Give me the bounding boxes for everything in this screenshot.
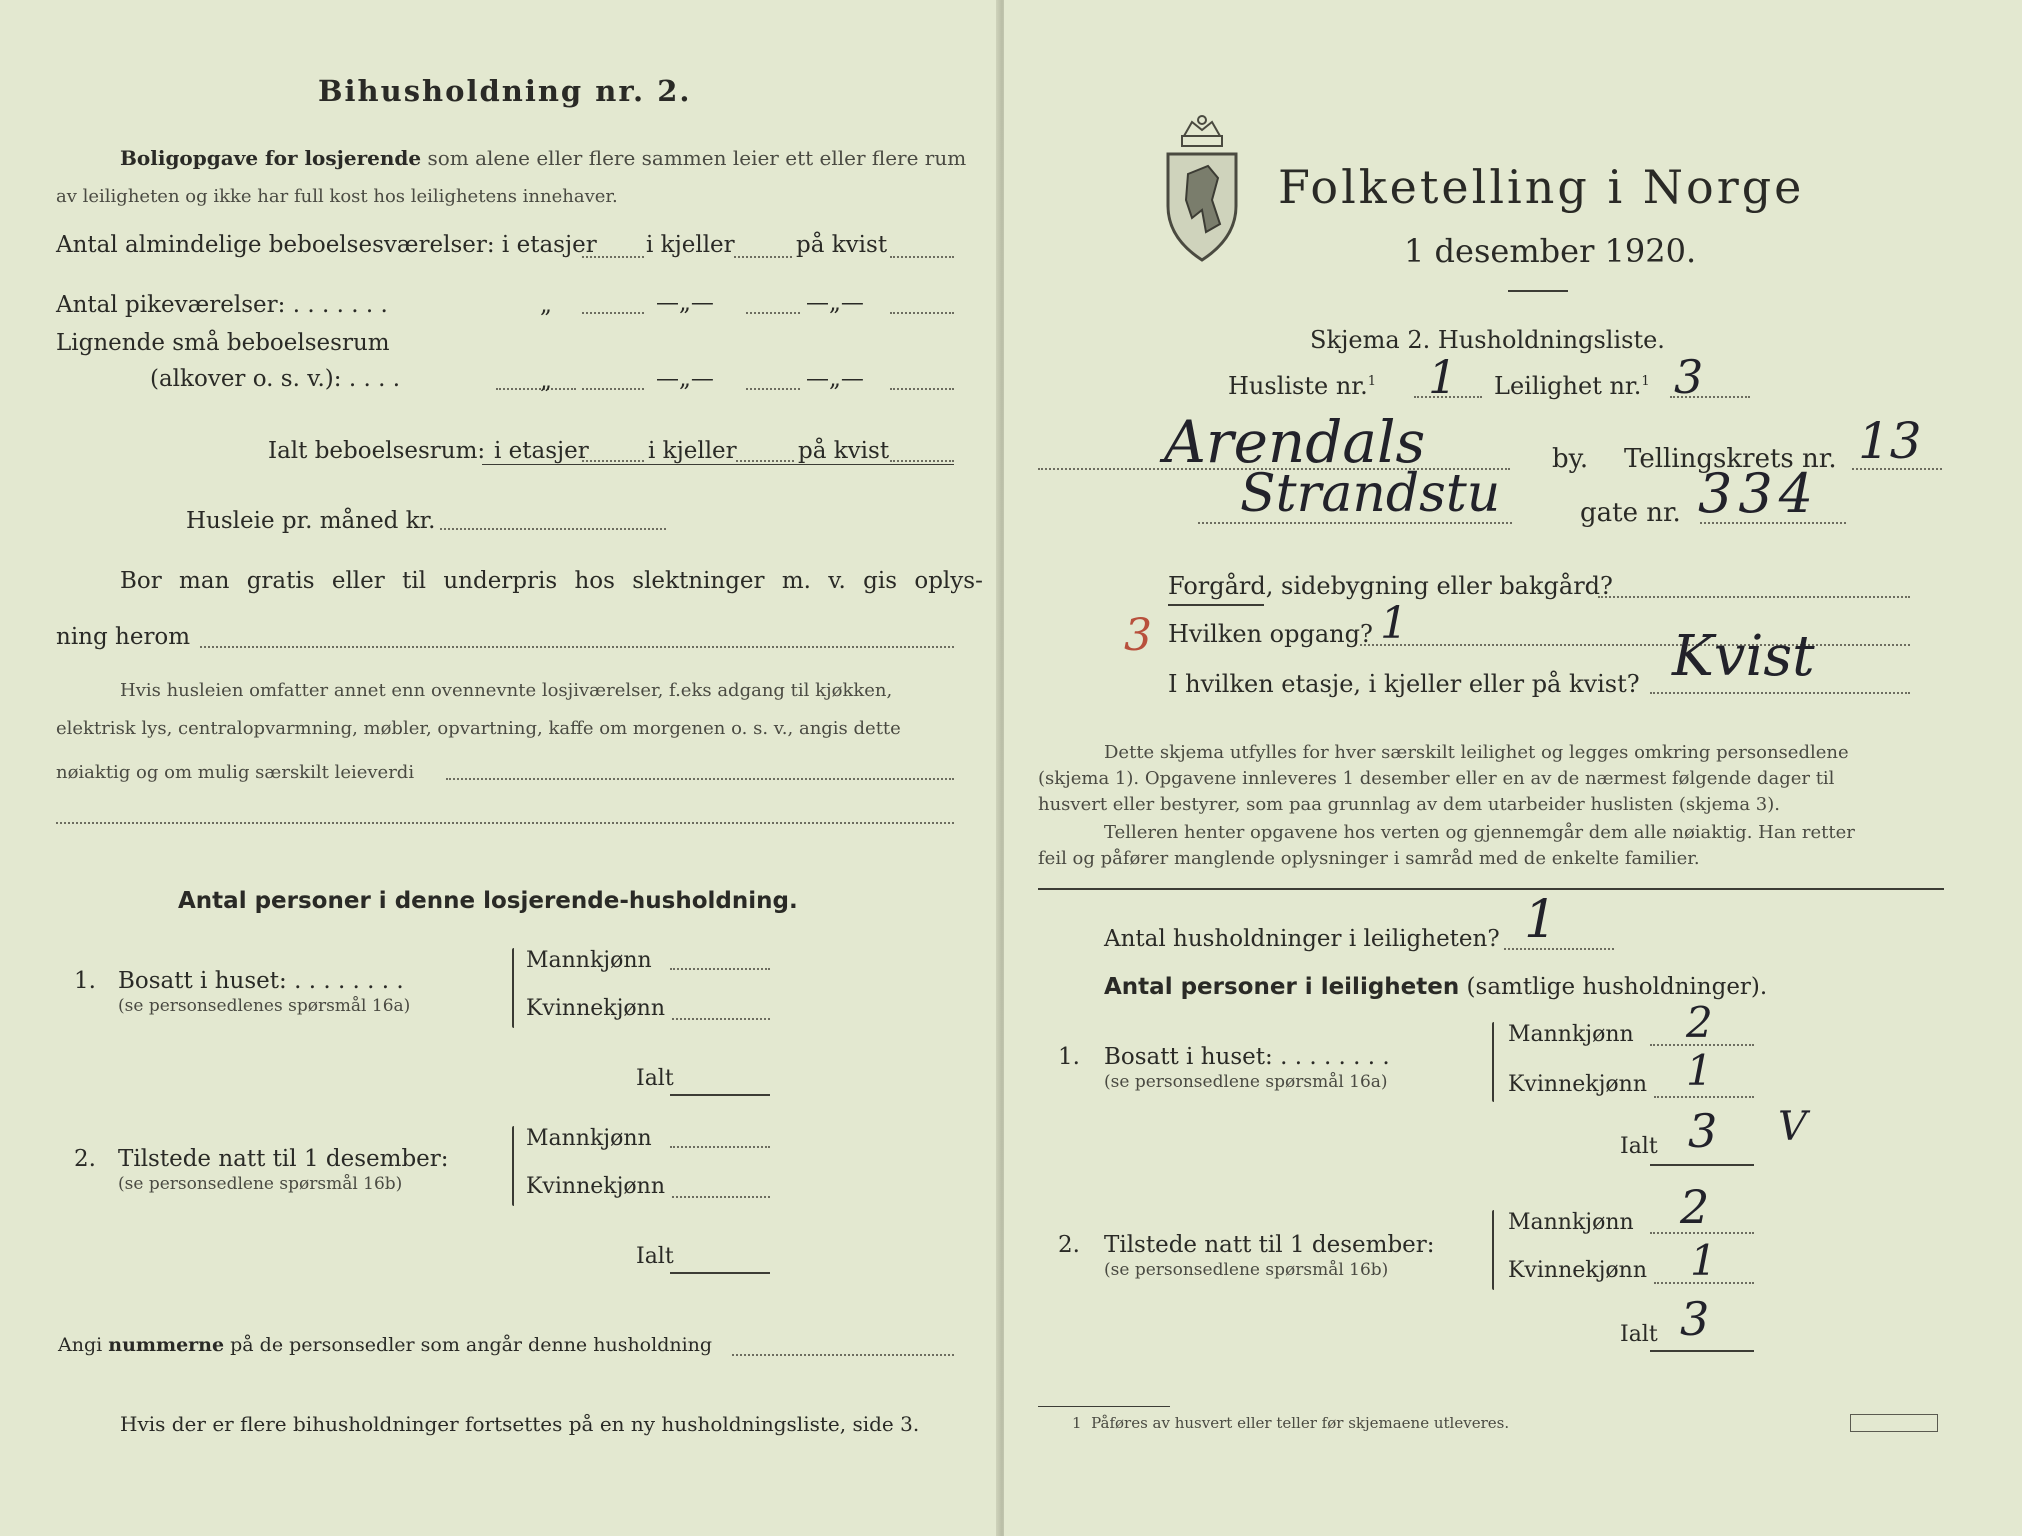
- left-q1-mann-label: Mannkjønn: [526, 948, 652, 973]
- footnote-text: Påføres av husvert eller teller før skjemaene utleveres.: [1091, 1414, 1510, 1432]
- left-q1-brace: [512, 948, 514, 1028]
- opgang-field[interactable]: [1360, 644, 1910, 646]
- right-date: 1 desember 1920.: [1404, 232, 1697, 270]
- leilighet-label-text: Leilighet nr.: [1494, 372, 1642, 400]
- right-q1-kvinne-field[interactable]: [1654, 1096, 1754, 1098]
- right-q1-ialt-value[interactable]: 3: [1688, 1104, 1718, 1158]
- right-q2-ialt-label: Ialt: [1620, 1322, 1658, 1347]
- right-q2-ialt-value[interactable]: 3: [1680, 1292, 1710, 1346]
- etasje-field[interactable]: [1650, 692, 1910, 694]
- left-q2-sub: (se personsedlene spørsmål 16b): [118, 1174, 403, 1194]
- footnote-rule: [1038, 1406, 1170, 1407]
- left-q2-ialt-label: Ialt: [636, 1244, 674, 1269]
- left-q1-ialt-label: Ialt: [636, 1066, 674, 1091]
- right-q1-ialt-label: Ialt: [1620, 1134, 1658, 1159]
- left-q1-kvinne-label: Kvinnekjønn: [526, 996, 665, 1021]
- left-q1-sub: (se personsedlenes spørsmål 16a): [118, 996, 411, 1016]
- alkover-kjeller-field[interactable]: [746, 388, 800, 390]
- krets-value[interactable]: 13: [1858, 412, 1922, 470]
- gratis-line-1: Bor man gratis eller til underpris hos slektninger m. v. gis oplys-: [120, 568, 983, 594]
- ialt-etasjer-field[interactable]: [582, 460, 644, 462]
- left-footer: Hvis der er flere bihusholdninger fortsettes på en ny husholdningsliste, side 3.: [120, 1412, 920, 1436]
- husliste-value[interactable]: 1: [1428, 350, 1458, 404]
- angi-bold: nummerne: [108, 1334, 225, 1356]
- check-mark: V: [1778, 1104, 1807, 1150]
- husliste-label: [1228, 372, 1376, 400]
- ialt-rooms-label: Ialt beboelsesrum:: [268, 438, 486, 464]
- left-q2-brace: [512, 1126, 514, 1206]
- right-q2-label: Tilstede natt til 1 desember:: [1104, 1232, 1435, 1258]
- alkover-etasjer-field[interactable]: [582, 388, 644, 390]
- husleie-label: Husleie pr. måned kr.: [186, 508, 436, 534]
- left-q1-kvinne-field[interactable]: [672, 1018, 770, 1020]
- pike-ditto-2: —„—: [656, 290, 714, 316]
- leieverdi-field-2[interactable]: [56, 822, 954, 824]
- ialt-kvist-label: på kvist: [798, 438, 890, 464]
- husliste-sup: 1: [1367, 374, 1377, 389]
- leilighet-value[interactable]: 3: [1674, 350, 1704, 404]
- info-line-2: (skjema 1). Opgavene innleveres 1 desember eller en av de nærmest følgende dager til: [1038, 768, 1835, 789]
- forgaard-field[interactable]: [1598, 596, 1910, 598]
- alkover-label: (alkover o. s. v.): . . . .: [150, 366, 401, 392]
- left-persons-heading: Antal personer i denne losjerende-husholdning.: [178, 888, 798, 914]
- intro-line-1: [120, 146, 966, 170]
- opgang-value[interactable]: 1: [1380, 598, 1408, 649]
- alkover-ditto-3: —„—: [806, 366, 864, 392]
- skjema-label: Skjema 2. Husholdningsliste.: [1310, 326, 1665, 354]
- right-persons-heading: [1104, 974, 1767, 1000]
- alkover-kvist-field[interactable]: [890, 388, 954, 390]
- info-line-3: husvert eller bestyrer, som paa grunnlag av dem utarbeider huslisten (skjema 3).: [1038, 794, 1780, 815]
- lignende-label: Lignende små beboelsesrum: [56, 330, 390, 356]
- left-q2-label: Tilstede natt til 1 desember:: [118, 1146, 449, 1172]
- angi-line: [58, 1334, 712, 1356]
- city-value[interactable]: Arendals: [1164, 408, 1426, 476]
- intro-bold: Boligopgave for losjerende: [120, 146, 422, 170]
- hush-field[interactable]: [1504, 948, 1614, 950]
- info-line-1: Dette skjema utfylles for hver særskilt leilighet og legges omkring personsedlene: [1104, 742, 1849, 763]
- right-title: Folketelling i Norge: [1278, 160, 1805, 214]
- street-value[interactable]: Strandstu: [1240, 464, 1501, 524]
- hvis-line-2: elektrisk lys, centralopvarmning, møbler, opvartning, kaffe om morgenen o. s. v., angis dette: [56, 718, 901, 739]
- right-q1-label: Bosatt i huset: . . . . . . . .: [1104, 1044, 1390, 1070]
- right-q1-brace: [1492, 1022, 1494, 1102]
- alkover-pre-field[interactable]: [496, 388, 576, 390]
- gratis-line-2: ning herom: [56, 624, 191, 650]
- ialt-kjeller-label: i kjeller: [648, 438, 737, 464]
- right-q2-num: 2.: [1058, 1232, 1080, 1258]
- right-q1-sub: (se personsedlene spørsmål 16a): [1104, 1072, 1388, 1092]
- left-q1-num: 1.: [74, 968, 96, 994]
- ialt-etasjer-label: i etasjer: [494, 438, 589, 464]
- opgang-label: Hvilken opgang?: [1168, 620, 1373, 648]
- rooms-etasjer-field[interactable]: [582, 256, 644, 258]
- left-q2-ialt-field[interactable]: [670, 1272, 770, 1274]
- intro-line-2: av leiligheten og ikke har full kost hos leilighetens innehaver.: [56, 186, 618, 207]
- info-line-4: Telleren henter opgavene hos verten og gjennemgår dem alle nøiaktig. Han retter: [1104, 822, 1855, 843]
- margin-note: 3: [1124, 610, 1152, 661]
- info-line-5: feil og påfører manglende oplysninger i samråd med de enkelte familier.: [1038, 848, 1700, 869]
- footnote: [1072, 1414, 1509, 1432]
- alkover-ditto-2: —„—: [656, 366, 714, 392]
- left-q2-kvinne-label: Kvinnekjønn: [526, 1174, 665, 1199]
- rooms-kjeller-field[interactable]: [734, 256, 792, 258]
- ialt-kjeller-field[interactable]: [736, 460, 794, 462]
- right-q1-ialt-field[interactable]: [1650, 1164, 1754, 1166]
- rooms-label: Antal almindelige beboelsesværelser: i etasjer: [56, 232, 597, 258]
- date-rule: [1508, 290, 1568, 292]
- right-persons-rest: (samtlige husholdninger).: [1466, 974, 1768, 1000]
- rooms-kjeller-label: i kjeller: [646, 232, 735, 258]
- right-page: [1004, 0, 2022, 1536]
- right-persons-bold: Antal personer i leiligheten: [1104, 974, 1460, 1000]
- pike-label: Antal pikeværelser: . . . . . . .: [56, 292, 388, 318]
- forgaard-underline: [1168, 604, 1264, 606]
- pike-kjeller-field[interactable]: [746, 312, 800, 314]
- angi-field[interactable]: [732, 1354, 954, 1356]
- hush-label: Antal husholdninger i leiligheten?: [1104, 926, 1500, 952]
- left-q2-mann-label: Mannkjønn: [526, 1126, 652, 1151]
- right-q1-num: 1.: [1058, 1044, 1080, 1070]
- left-page: [0, 0, 1000, 1536]
- gratis-field[interactable]: [200, 646, 954, 648]
- printer-stamp: [1850, 1414, 1938, 1432]
- rooms-kvist-field[interactable]: [890, 256, 954, 258]
- hvis-line-3: nøiaktig og om mulig særskilt leieverdi: [56, 762, 415, 783]
- left-title: Bihusholdning nr. 2.: [318, 74, 692, 108]
- left-q2-kvinne-field[interactable]: [672, 1196, 770, 1198]
- pike-ditto-3: —„—: [806, 290, 864, 316]
- husliste-label-text: Husliste nr.: [1228, 372, 1368, 400]
- angi-post: på de personsedler som angår denne husholdning: [230, 1334, 713, 1356]
- left-q1-label: Bosatt i huset: . . . . . . . .: [118, 968, 404, 994]
- right-q1-mann-label: Mannkjønn: [1508, 1022, 1634, 1047]
- coat-of-arms-icon: [1162, 114, 1242, 264]
- angi-pre: Angi: [58, 1334, 103, 1356]
- gate-label: gate nr.: [1580, 498, 1681, 528]
- leilighet-label: [1494, 372, 1650, 400]
- right-q2-brace: [1492, 1210, 1494, 1290]
- left-q1-ialt-field[interactable]: [670, 1094, 770, 1096]
- right-q2-sub: (se personsedlene spørsmål 16b): [1104, 1260, 1389, 1280]
- ialt-underline: [482, 464, 954, 465]
- by-label: by.: [1552, 444, 1589, 474]
- gate-value[interactable]: 334: [1698, 462, 1820, 525]
- hvis-line-1: Hvis husleien omfatter annet enn ovennevnte losjiværelser, f.eks adgang til kjøkken,: [120, 680, 893, 701]
- footnote-num: 1: [1072, 1414, 1082, 1432]
- leieverdi-field[interactable]: [446, 778, 954, 780]
- pike-kvist-field[interactable]: [890, 312, 954, 314]
- right-q2-ialt-field[interactable]: [1650, 1350, 1754, 1352]
- alkover-ditto-1: „: [540, 368, 552, 394]
- hush-value[interactable]: 1: [1524, 890, 1558, 950]
- intro-rest: som alene eller flere sammen leier ett eller flere rum: [427, 146, 967, 170]
- krets-label: Tellingskrets nr.: [1624, 444, 1837, 474]
- pike-etasjer-field[interactable]: [582, 312, 644, 314]
- leilighet-sup: 1: [1641, 374, 1650, 389]
- right-q2-kvinne-label: Kvinnekjønn: [1508, 1258, 1647, 1283]
- right-q1-kvinne-value[interactable]: 1: [1686, 1046, 1713, 1095]
- husleie-field[interactable]: [440, 528, 666, 530]
- left-q1-mann-field[interactable]: [670, 968, 770, 970]
- right-q2-kvinne-value[interactable]: 1: [1690, 1236, 1717, 1285]
- left-q2-num: 2.: [74, 1146, 96, 1172]
- right-q1-kvinne-label: Kvinnekjønn: [1508, 1072, 1647, 1097]
- forgaard-label: Forgård, sidebygning eller bakgård?: [1168, 572, 1613, 600]
- rooms-kvist-label: på kvist: [796, 232, 888, 258]
- right-q2-mann-label: Mannkjønn: [1508, 1210, 1634, 1235]
- info-separator: [1038, 888, 1944, 890]
- etasje-value[interactable]: Kvist: [1672, 624, 1815, 689]
- left-q2-mann-field[interactable]: [670, 1146, 770, 1148]
- right-q2-mann-value[interactable]: 2: [1680, 1180, 1710, 1234]
- etasje-label: I hvilken etasje, i kjeller eller på kvist?: [1168, 670, 1640, 698]
- right-q1-mann-value[interactable]: 2: [1686, 998, 1713, 1047]
- ialt-kvist-field[interactable]: [890, 460, 954, 462]
- pike-ditto-1: „: [540, 292, 552, 318]
